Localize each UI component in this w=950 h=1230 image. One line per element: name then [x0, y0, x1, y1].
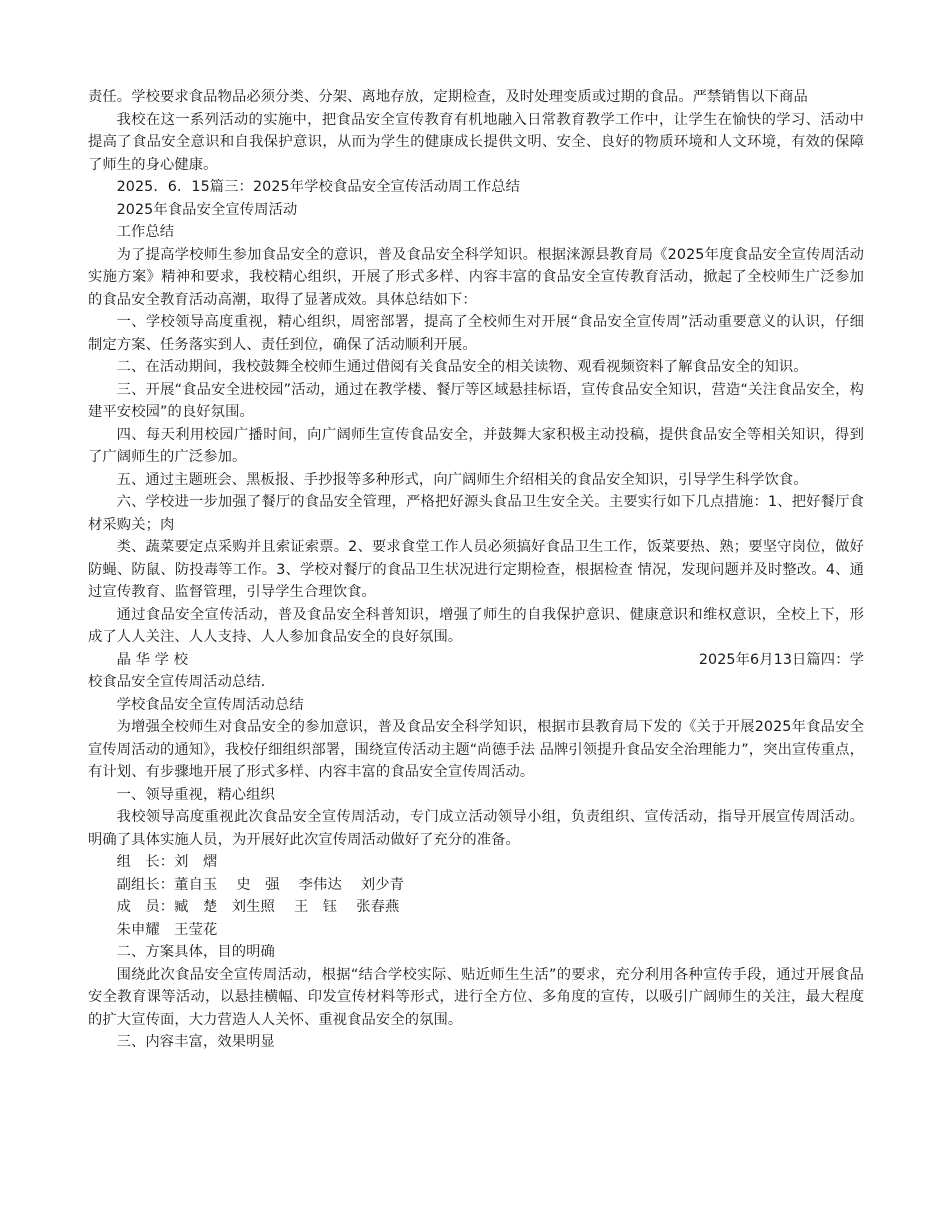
paragraph: 我校在这一系列活动的实施中，把食品安全宣传教育有机地融入日常教育教学工作中，让学生在愉快的学习、活动中提高了食品安全意识和自我保护意识，从而为学生的健康成长提供文明、安全、良好的物质环境和人文环境，有效的保障了师生的身心健康。: [88, 111, 864, 173]
paragraph: 一、学校领导高度重视，精心组织，周密部署，提高了全校师生对开展“食品安全宣传周”活动重要意义的认识，仔细制定方案、任务落实到人、责任到位，确保了活动顺利开展。: [88, 314, 864, 353]
member-line: 副组长：董自玉 史 强 李伟达 刘少青: [116, 876, 405, 893]
section-heading: 三、内容丰富，效果明显: [116, 1034, 275, 1050]
paragraph: 二、在活动期间，我校鼓舞全校师生通过借阅有关食品安全的相关读物、观看视频资料了解食品安全的知识。: [116, 359, 808, 375]
section-heading: 二、方案具体，目的明确: [116, 944, 275, 960]
paragraph: 为了提高学校师生参加食品安全的意识，普及食品安全科学知识。根据涞源县教育局《2025年度食品安全宣传周活动实施方案》精神和要求，我校精心组织，开展了形式多样、内容丰富的食品安全宣传教育活动，掀起了全校师生广泛参加的食品安全教育活动高潮，取得了显著成效。具体总结如下：: [88, 246, 864, 308]
paragraph: 围绕此次食品安全宣传周活动，根据“结合学校实际、贴近师生生活”的要求，充分利用各种宣传手段，通过开展食品安全教育课等活动，以悬挂横幅、印发宣传材料等形式，进行全方位、多角度的宣传，以吸引广阔师生的关注，最大程度的扩大宣传面，大力营造人人关怀、重视食品安全的氛围。: [88, 966, 864, 1028]
member-line: 组 长：刘 熠: [116, 854, 218, 870]
section-subtitle: 工作总结: [116, 224, 175, 240]
member-line: 朱申耀 王莹花: [116, 921, 218, 938]
paragraph: 五、通过主题班会、黑板报、手抄报等多种形式，向广阔师生介绍相关的食品安全知识，引导学生科学饮食。: [116, 471, 808, 488]
paragraph: 四、每天利用校园广播时间，向广阔师生宣传食品安全，并鼓舞大家积极主动投稿，提供食品安全等相关知识，得到了广阔师生的广泛参加。: [88, 426, 864, 465]
paragraph: 通过食品安全宣传活动，普及食品安全科普知识，增强了师生的自我保护意识、健康意识和维权意识，全校上下，形成了人人关注、人人支持、人人参加食品安全的良好氛围。: [88, 606, 864, 645]
paragraph: 三、开展“食品安全进校园”活动，通过在教学楼、餐厅等区域悬挂标语，宣传食品安全知识，营造“关注食品安全，构建平安校园”的良好氛围。: [88, 381, 864, 420]
signature-line: [88, 649, 864, 672]
section-title: 2025年食品安全宣传周活动: [116, 201, 298, 218]
paragraph: 为增强全校师生对食品安全的参加意识，普及食品安全科学知识，根据市县教育局下发的《关于开展2025年食品安全宣传周活动的通知》，我校仔细组织部署，围绕宣传活动主题“尚德手法 品牌引领提升食品安全治理能力”，突出宣传重点，有计划、有步骤地开展了形式多样、内容丰富的食品安全宣传周活动。: [88, 719, 864, 780]
paragraph: 校食品安全宣传周活动总结．: [88, 674, 276, 690]
document-page: [88, 86, 864, 1054]
paragraph: 责任。学校要求食品物品必须分类、分架、离地存放，定期检查，及时处理变质或过期的食品。严禁销售以下商品: [88, 89, 808, 105]
member-line: 成 员：臧 楚 刘生照 王 钰 张春燕: [116, 899, 400, 915]
paragraph: 类、蔬菜要定点采购并且索证索票。2、要求食堂工作人员必须搞好食品卫生工作，饭菜要热、熟；要坚守岗位，做好防蝇、防鼠、防投毒等工作。3、学校对餐厅的食品卫生状况进行定期检查，根据检查 情况，发现问题并及时整改。4、通过宣传教育、监督管理，引导学生合理饮食。: [88, 539, 864, 600]
paragraph: 我校领导高度重视此次食品安全宣传周活动，专门成立活动领导小组，负责组织、宣传活动，指导开展宣传周活动。明确了具体实施人员，为开展好此次宣传周活动做好了充分的准备。: [88, 809, 864, 848]
section-title: 学校食品安全宣传周活动总结: [116, 696, 304, 713]
signature-date: 2025年6月13日篇四：学: [698, 651, 864, 668]
section-heading: 2025．6．15篇三：2025年学校食品安全宣传活动周工作总结: [116, 179, 521, 195]
section-heading: 一、领导重视，精心组织: [116, 786, 275, 803]
paragraph: 六、学校进一步加强了餐厅的食品安全管理，严格把好源头食品卫生安全关。主要实行如下几点措施：1、把好餐厅食材采购关；肉: [88, 494, 864, 533]
school-name: 晶 华 学 校: [116, 651, 189, 668]
